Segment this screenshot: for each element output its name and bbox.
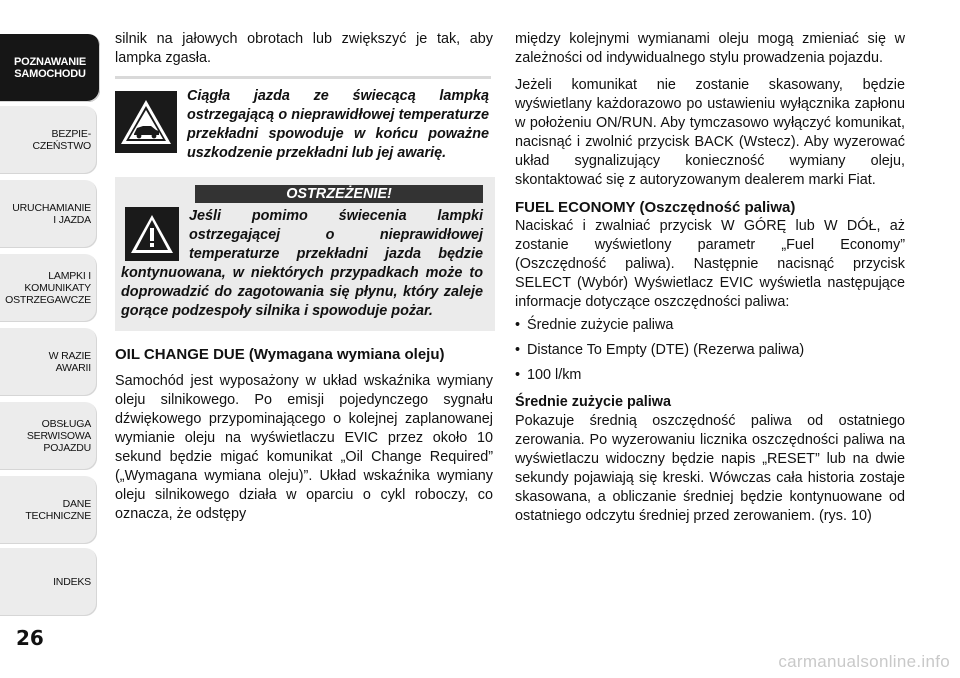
oil-change-heading: OIL CHANGE DUE (Wymagana wymiana oleju) — [115, 346, 445, 363]
list-item: • Średnie zużycie paliwa — [515, 316, 905, 335]
page-number: 26 — [16, 626, 44, 650]
caution-box — [115, 83, 493, 173]
warning-title: OSTRZEŻENIE! — [195, 185, 483, 203]
warning-text: Jeśli pomimo świecenia lampki ostrzegającej o nieprawidłowej temperaturze przekładni jazda będzie kontynuowana, w niektórych przypadkach może to doprowadzić do zagotowania się płynu, który zaleje gorące podzespoły silnika i spowoduje pożar. — [121, 208, 483, 319]
oil-change-paragraph: Samochód jest wyposażony w układ wskaźnika wymiany oleju silnikowego. Po emisji pojedynczego sygnału dźwiękowego przypominającego o kolejnej zaplanowanej wymianie oleju na wyświetlaczu EVIC przez około 10 sekund będzie migać komunikat „Oil Change Required” („Wymagana wymiana oleju)”. Układ wskaźnika wymiany oleju silnikowego działa w oparciu o cykl roboczy, co oznacza, że odstępy — [115, 373, 493, 522]
tab-bezpieczenstwo[interactable]: BEZPIE- CZEŃSTWO — [0, 106, 97, 174]
tab-uruchamianie-i-jazda[interactable]: URUCHAMIANIE I JAZDA — [0, 180, 97, 248]
tab-lampki-i-komunikaty[interactable]: LAMPKI I KOMUNIKATY OSTRZEGAWCZE — [0, 254, 97, 322]
left-column — [115, 30, 493, 524]
tab-obsluga-serwisowa[interactable]: OBSŁUGA SERWISOWA POJAZDU — [0, 402, 97, 470]
caution-divider — [115, 76, 491, 79]
tab-poznawanie-samochodu[interactable]: POZNAWANIE SAMOCHODU — [0, 34, 100, 102]
avg-consumption-paragraph: Pokazuje średnią oszczędność paliwa od ostatniego zerowania. Po wyzerowaniu licznika oszczędności paliwa na wyświetlaczu widoczny będzie napis „RESET” lub na dwie sekundy pojawiają się kreski. Wówczas cała historia zostaje skasowana, a obliczanie średniej będzie kontynuowane od ostatniego odczytu średniej przed zerowaniem. (rys. 10) — [515, 413, 905, 524]
caution-text: Ciągła jazda ze świecącą lampką ostrzegającą o nieprawidłowej temperaturze przekładni spowoduje w końcu poważne uszkodzenie przekładni lub jej awarię. — [187, 88, 489, 161]
warning-box — [115, 177, 495, 331]
tab-dane-techniczne[interactable]: DANE TECHNICZNE — [0, 476, 97, 544]
fuel-economy-paragraph: Naciskać i zwalniać przycisk W GÓRĘ lub W DÓŁ, aż zostanie wyświetlony parametr „Fuel Economy” (Oszczędność paliwa). Następnie nacisnąć przycisk SELECT (Wybór) Wyświetlacz EVIC wyświetla następujące informacje dotyczące oszczędności paliwa: — [515, 218, 905, 310]
reset-paragraph: Jeżeli komunikat nie zostanie skasowany, będzie wyświetlany każdorazowo po ustawieniu wyłącznika zapłonu w położeniu ON/RUN. Aby tymczasowo wyłączyć komunikat, nacisnąć i zwolnić przycisk BACK (Wstecz). Aby wyzerować układ sygnalizujący konieczność wymiany oleju, skontaktować się z autoryzowanym dealerem marki Fiat. — [515, 77, 905, 188]
chapter-sidebar — [0, 0, 97, 678]
tab-w-razie-awarii[interactable]: W RAZIE AWARII — [0, 328, 97, 396]
list-item: • Distance To Empty (DTE) (Rezerwa paliwa) — [515, 341, 905, 360]
oil-change-continued: między kolejnymi wymianami oleju mogą zmieniać się w zależności od indywidualnego stylu prowadzenia pojazdu. — [515, 31, 905, 66]
tab-indeks[interactable]: INDEKS — [0, 548, 97, 616]
avg-consumption-heading: Średnie zużycie paliwa — [515, 394, 671, 410]
right-column — [515, 30, 905, 526]
intro-paragraph: silnik na jałowych obrotach lub zwiększyć je tak, aby lampka zgasła. — [115, 31, 493, 66]
car-warning-icon — [115, 91, 177, 153]
exclamation-warning-icon — [125, 207, 179, 261]
list-item: • 100 l/km — [515, 366, 905, 385]
fuel-info-list — [515, 316, 905, 385]
fuel-economy-heading: FUEL ECONOMY (Oszczędność paliwa) — [515, 199, 796, 216]
watermark: carmanualsonline.info — [778, 652, 950, 671]
